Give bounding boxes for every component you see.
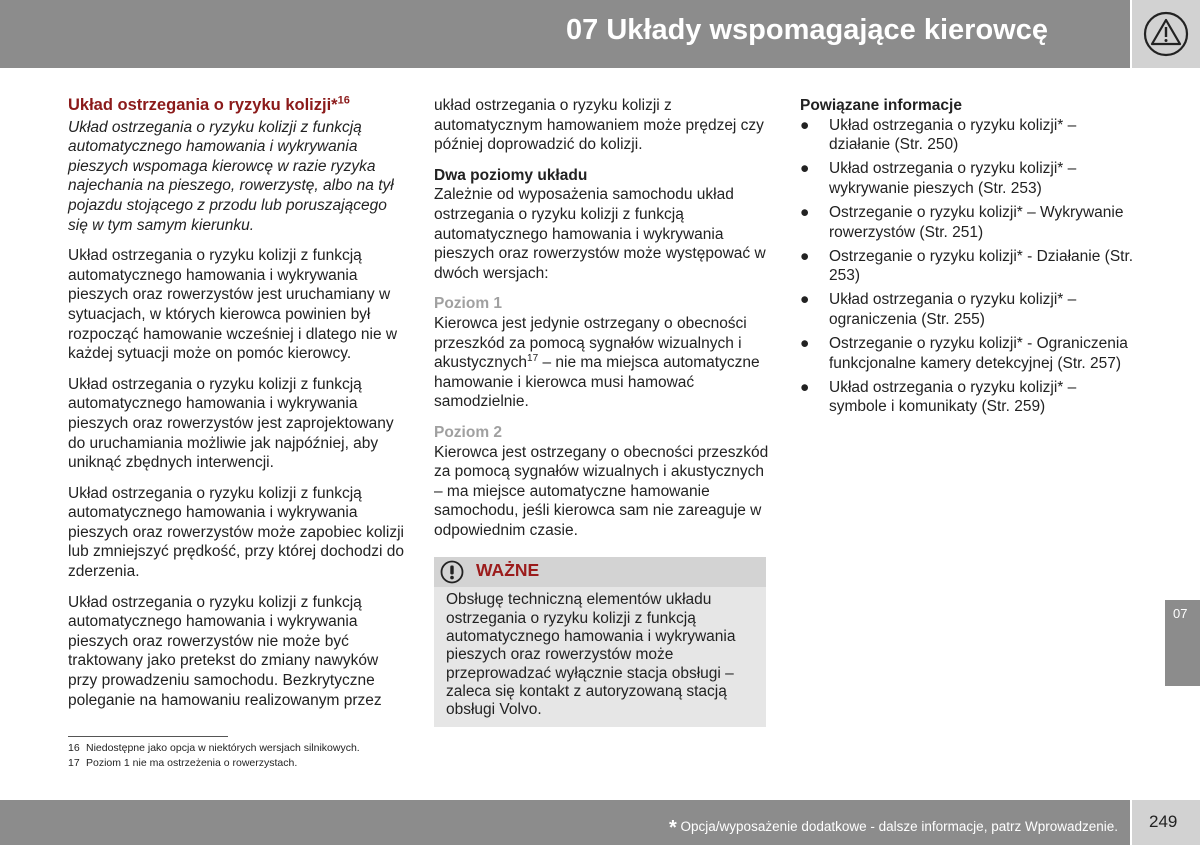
footnote-ref-17: 17 [527,352,539,364]
column-left [68,96,408,721]
footer-star: * [668,817,677,839]
column-right [800,96,1135,421]
page-number: 249 [1149,812,1178,831]
footnote-divider [68,736,228,737]
body-paragraph-1: Układ ostrzegania o ryzyku kolizji z funkcją automatycznego hamowania i wykrywania pieszych oraz rowerzystów jest uruchamiany w sytuacjach, w których kierowca powinien był rozpocząć hamowanie wcześniej i dlatego nie w każdej sytuacji może on pomóc kierowcy. [68,247,398,363]
related-link-7[interactable]: ● Układ ostrzegania o ryzyku kolizji* – symbole i komunikaty (Str. 259) [800,378,1077,416]
continuation-paragraph: układ ostrzegania o ryzyku kolizji z automatycznym hamowaniem może prędzej czy później doprowadzić do kolizji. [434,97,764,154]
related-link-6[interactable]: ● Ostrzeganie o ryzyku kolizji* - Ograniczenia funkcjonalne kamery detekcyjnej (Str. 257) [800,335,1128,372]
footnotes [68,741,360,770]
side-tab-label: 07 [1173,606,1188,621]
related-link-1[interactable]: ● Układ ostrzegania o ryzyku kolizji* – działanie (Str. 250) [800,116,1077,154]
body-paragraph-3: Układ ostrzegania o ryzyku kolizji z funkcją automatycznego hamowania i wykrywania pieszych oraz rowerzystów może zapobiec kolizji lub zmniejszyć prędkość, przy której dochodzi do zderzenia. [68,484,404,581]
bullet: ● [800,378,810,396]
important-notice [434,557,766,726]
chapter-title: 07 Układy wspomagające kierowcę [566,14,1048,46]
bullet: ● [800,116,810,134]
section-title: Układ ostrzegania o ryzyku kolizji*$^{16}$ [68,94,350,114]
header-icon-box [1132,0,1200,68]
bullet: ● [800,291,810,309]
related-link-5[interactable]: ● Układ ostrzegania o ryzyku kolizji* – ograniczenia (Str. 255) [800,291,1077,328]
column-middle [434,96,769,727]
footnote-ref-16: 16 [337,94,350,107]
bullet: ● [800,160,810,178]
related-link-3[interactable]: ● Ostrzeganie o ryzyku kolizji* – Wykrywanie rowerzystów (Str. 251) [800,203,1124,241]
footnote-17: 17 Poziom 1 nie ma ostrzeżenia o rowerzystach. [68,756,298,769]
levels-heading: Dwa poziomy układu [434,166,588,184]
footnote-16: 16 Niedostępne jako opcja w niektórych wersjach silnikowych. [68,742,360,754]
bullet: ● [800,203,810,221]
important-header [434,557,766,587]
level2-text: Kierowca jest ostrzegany o obecności przeszkód za pomocą sygnałów wizualnych i akustycznych – ma miejsce automatyczne hamowanie samochodu, jeśli kierowca sam nie zareaguje w odpowiednim czasie. [434,443,769,539]
chapter-side-tab[interactable] [1165,600,1200,686]
related-info-heading: Powiązane informacje [800,97,962,114]
related-link-4[interactable]: ● Ostrzeganie o ryzyku kolizji* - Działanie (Str. 253) [800,247,1134,285]
important-title: WAŻNE [476,560,540,581]
exclamation-circle-icon [440,560,464,584]
bullet: ● [800,247,810,265]
warning-triangle-icon [1143,11,1189,57]
body-paragraph-2: Układ ostrzegania o ryzyku kolizji z funkcją automatycznego hamowania i wykrywania pieszych oraz rowerzystów jest zaprojektowany do uruchamiania możliwie jak najpóźniej, aby uniknąć zbędnych interwencji. [68,375,394,472]
level2-title: Poziom 2 [434,423,503,441]
page-number-box [1132,800,1200,845]
page-footer [0,800,1130,845]
level1-title: Poziom 1 [434,295,503,313]
related-link-2[interactable]: ● Układ ostrzegania o ryzyku kolizji* – wykrywanie pieszych (Str. 253) [800,160,1077,197]
body-paragraph-4: Układ ostrzegania o ryzyku kolizji z funkcją automatycznego hamowania i wykrywania pieszych oraz rowerzystów nie może być traktowany jako pretekst do zmiany nawyków przy prowadzeniu samochodu. Bezkrytyczne poleganie na hamowaniu realizowanym przez [68,593,382,709]
bullet: ● [800,335,810,353]
related-info-list [800,116,1135,417]
levels-intro: Zależnie od wyposażenia samochodu układ ostrzegania o ryzyku kolizji z funkcją automatycznego hamowania i wykrywania pieszych oraz rowerzystów może występować w dwóch wersjach: [434,186,766,282]
level1-text: Kierowca jest jedynie ostrzegany o obecności przeszkód za pomocą sygnałów wizualnych i akustycznych$^{17}$ – nie ma miejsca automatyczne hamowanie i kierowca musi hamować samodzielnie. [434,314,760,411]
important-text: Obsługę techniczną elementów układu ostrzegania o ryzyku kolizji z funkcją automatycznego hamowania i wykrywania pieszych oraz rowerzystów może przeprowadzać wyłącznie stacja obsługi – zaleca się kontakt z autoryzowaną stacją obsługi Volvo. [446,591,736,719]
chapter-header [0,0,1130,68]
intro-paragraph: Układ ostrzegania o ryzyku kolizji z funkcją automatycznego hamowania i wykrywania pieszych wspomaga kierowcę w razie ryzyka najechania na pieszego, rowerzystę, albo na tył pojazdu stojącego z przodu lub poruszającego się w tym samym kierunku. [68,118,394,234]
footer-note: * Opcja/wyposażenie dodatkowe - dalsze informacje, patrz Wprowadzenie. [668,817,1118,839]
